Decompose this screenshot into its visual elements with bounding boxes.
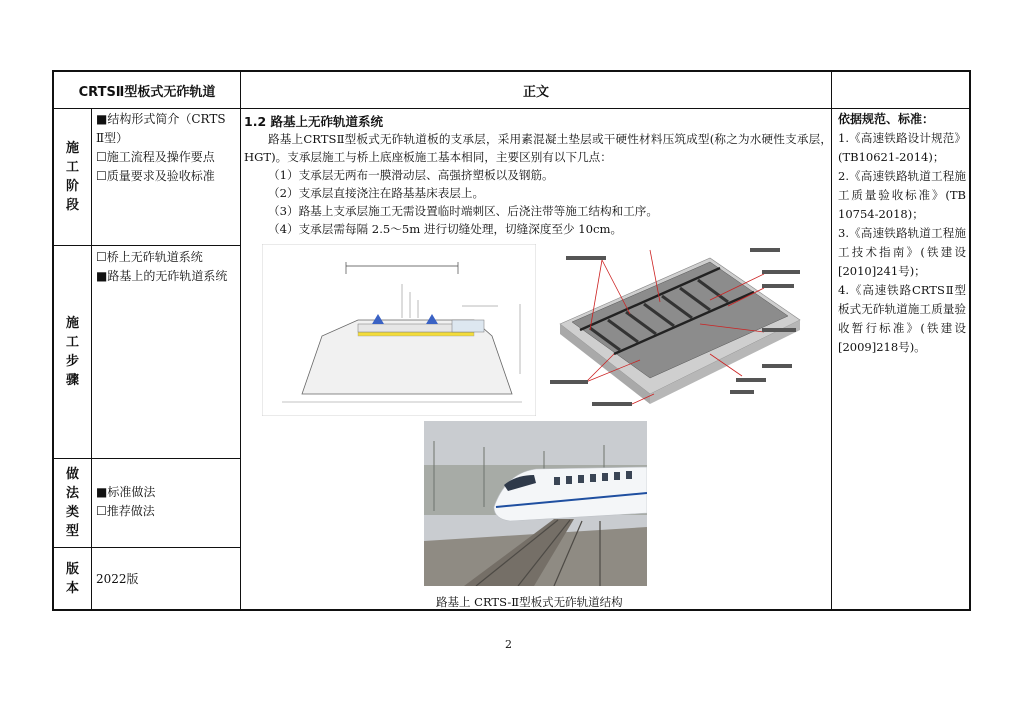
row-label-stage: 施 工 阶 段 bbox=[65, 141, 79, 213]
row-label-method: 做 法 类 型 bbox=[65, 467, 79, 539]
grid-line bbox=[91, 108, 92, 609]
page-number: 2 bbox=[505, 638, 512, 651]
figure-caption: 路基上 CRTS-Ⅱ型板式无砟轨道结构 bbox=[436, 595, 623, 609]
list-item: （4）支承层需每隔 2.5～5m 进行切缝处理，切缝深度至少 10cm。 bbox=[268, 222, 623, 236]
option-standard[interactable]: ■标准做法 bbox=[96, 485, 156, 499]
reference-item: 1.《高速铁路设计规范》(TB10621-2014)； bbox=[838, 131, 966, 164]
row-label-version: 版 本 bbox=[65, 562, 79, 596]
steps-options bbox=[96, 248, 236, 286]
grid-line bbox=[240, 72, 241, 609]
track-structure-figure bbox=[550, 244, 812, 416]
intro-paragraph: 路基上CRTSⅡ型板式无砟轨道板的支承层，采用素混凝土垫层或干硬性材料压筑成型(称之为水硬性支承层，HGT)。支承层施工与桥上底座板施工基本相同，主要区别有以下几点： bbox=[244, 132, 832, 164]
stage-options bbox=[96, 110, 236, 186]
option-structure[interactable]: ■结构形式简介（CRTS Ⅱ型） bbox=[96, 112, 226, 145]
option-bridge[interactable]: ☐桥上无砟轨道系统 bbox=[96, 250, 203, 264]
section-title: 1.2 路基上无砟轨道系统 bbox=[244, 114, 383, 129]
list-item: （2）支承层直接浇注在路基基床表层上。 bbox=[268, 186, 485, 200]
option-process[interactable]: ☐施工流程及操作要点 bbox=[96, 150, 215, 164]
cross-section-figure bbox=[262, 244, 536, 416]
header-subject: CRTSⅡ型板式无砟轨道 bbox=[78, 84, 216, 100]
version-value: 2022版 bbox=[96, 572, 139, 586]
method-options bbox=[96, 483, 236, 521]
train-photo bbox=[424, 421, 647, 586]
row-label-steps: 施 工 步 骤 bbox=[65, 316, 79, 388]
list-item: （1）支承层无两布一膜滑动层、高强挤塑板以及钢筋。 bbox=[268, 168, 554, 182]
option-subgrade[interactable]: ■路基上的无砟轨道系统 bbox=[96, 269, 228, 283]
reference-item: 3.《高速铁路轨道工程施工技术指南》(铁建设[2010]241号)； bbox=[838, 226, 966, 278]
option-recommended[interactable]: ☐推荐做法 bbox=[96, 504, 155, 518]
option-quality[interactable]: ☐质量要求及验收标准 bbox=[96, 169, 215, 183]
references-title: 依据规范、标准： bbox=[838, 112, 935, 126]
header-body: 正文 bbox=[522, 84, 549, 100]
main-content bbox=[244, 110, 832, 238]
reference-item: 4.《高速铁路CRTSⅡ型板式无砟轨道施工质量验收暂行标准》(铁建设[2009]218号)。 bbox=[838, 283, 966, 354]
list-item: （3）路基上支承层施工无需设置临时端刺区、后浇注带等施工结构和工序。 bbox=[268, 204, 658, 218]
references bbox=[838, 110, 966, 357]
grid-line bbox=[54, 108, 969, 109]
reference-item: 2.《高速铁路轨道工程施工质量验收标准》(TB 10754-2018)； bbox=[838, 169, 966, 221]
